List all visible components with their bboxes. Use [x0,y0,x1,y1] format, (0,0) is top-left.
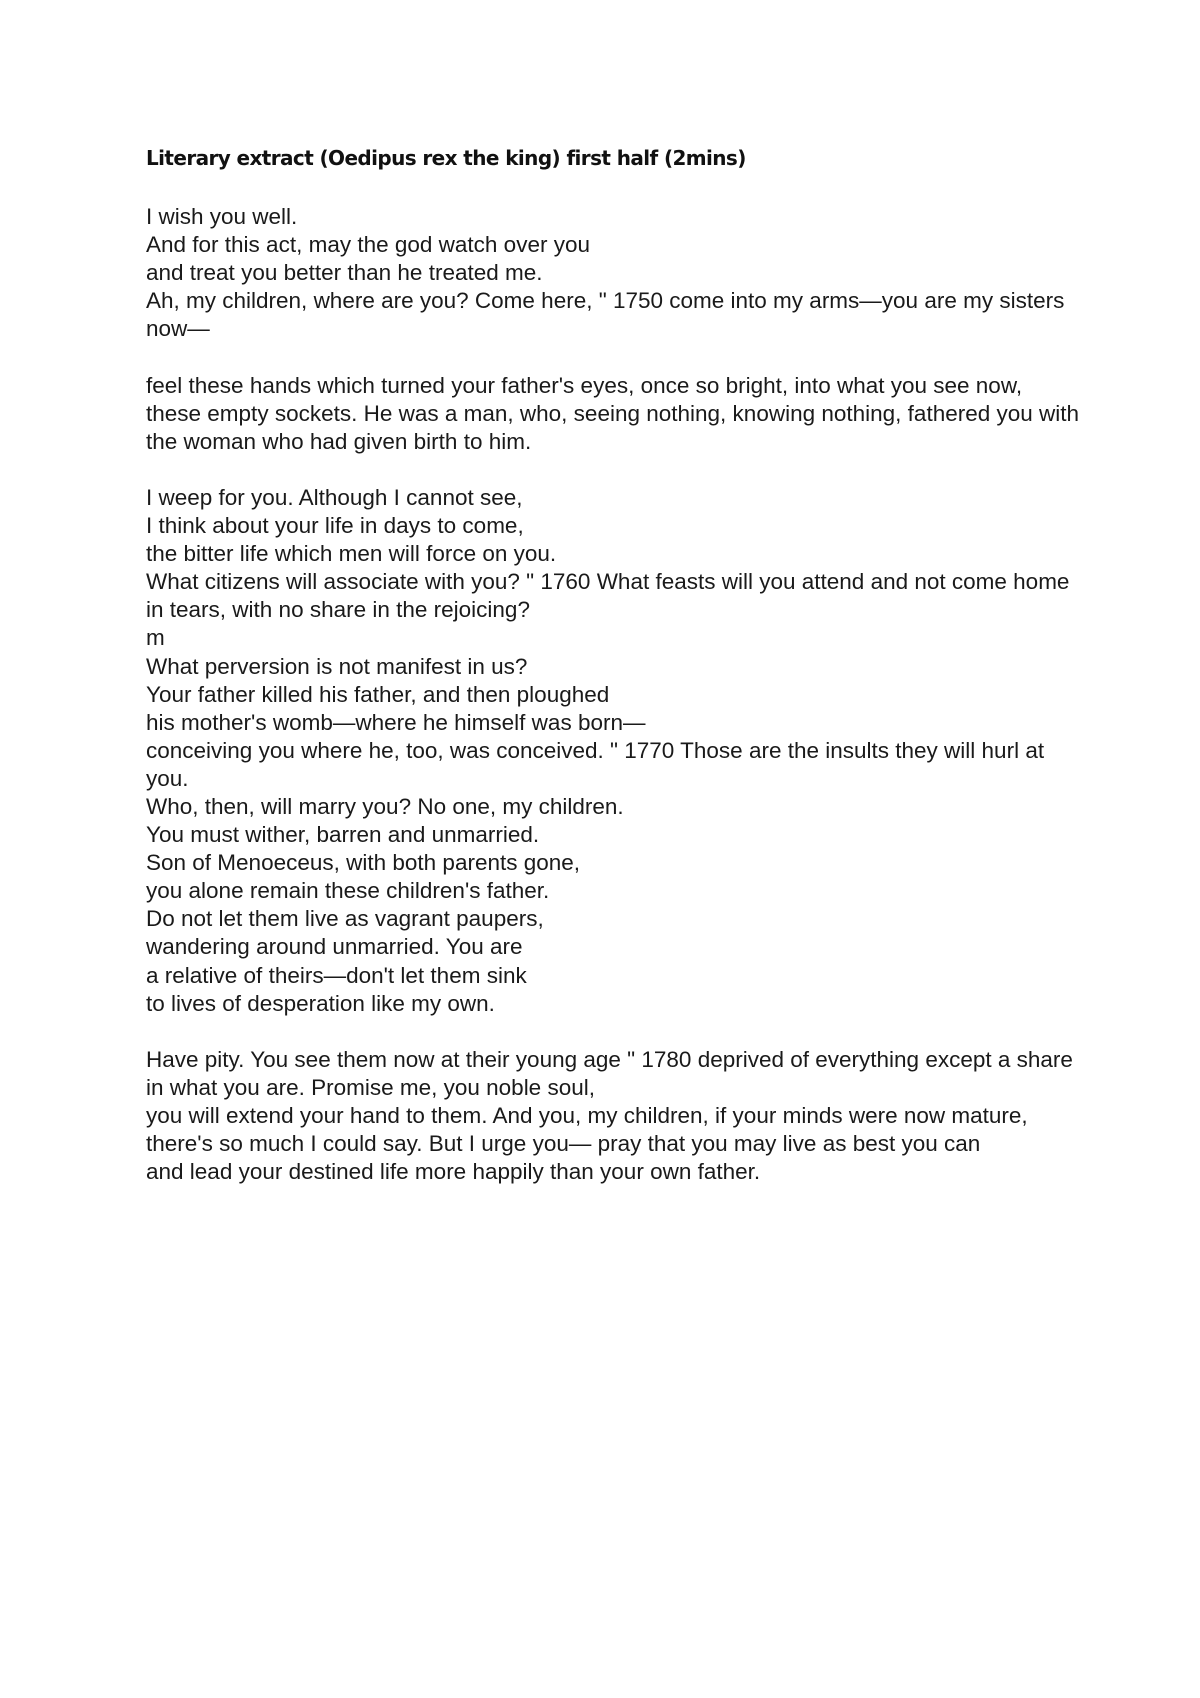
text-line: Your father killed his father, and then ploughed [146,681,610,707]
text-line: Who, then, will marry you? No one, my children. [146,793,624,819]
text-line: in tears, with no share in the rejoicing? [146,597,530,623]
stanza-3 [146,484,1086,1018]
text-line: What citizens will associate with you? " 1760 What feasts will you attend and not come home [146,569,1070,595]
stanza-1 [146,203,1086,343]
text-line: you alone remain these children's father. [146,878,550,904]
text-line: the bitter life which men will force on you. [146,541,557,567]
document-title: Literary extract (Oedipus rex the king) first half (2mins) [146,146,746,170]
text-line: What perversion is not manifest in us? [146,653,528,679]
text-line: in what you are. Promise me, you noble soul, [146,1074,595,1100]
text-line: a relative of theirs—don't let them sink [146,962,527,988]
text-line: conceiving you where he, too, was conceived. " 1770 Those are the insults they will hurl at you. [146,737,1045,791]
text-line: And for this act, may the god watch over you [146,232,590,258]
text-line: and lead your destined life more happily than your own father. [146,1159,761,1185]
text-line: wandering around unmarried. You are [146,934,523,960]
text-line: Have pity. You see them now at their young age " 1780 deprived of everything except a share [146,1046,1073,1072]
text-line: you will extend your hand to them. And you, my children, if your minds were now mature, there's so much I could say. But I urge you— pray that you may live as best you can [146,1103,1028,1157]
text-line: I weep for you. Although I cannot see, [146,484,523,510]
text-line: I wish you well. [146,204,298,229]
stanza-4 [146,1046,1086,1186]
text-line: feel these hands which turned your father's eyes, once so bright, into what you see now, [146,372,1023,398]
text-line: m [146,625,165,651]
text-line: his mother's womb—where he himself was born— [146,709,646,735]
text-line: I think about your life in days to come, [146,513,524,539]
text-line: Ah, my children, where are you? Come here, " 1750 come into my arms—you are my sisters now— [146,288,1065,342]
extract-body [146,203,1086,1186]
stanza-2 [146,372,1086,456]
text-line: You must wither, barren and unmarried. [146,822,540,848]
text-line: these empty sockets. He was a man, who, seeing nothing, knowing nothing, fathered you with the woman who had given birth to him. [146,400,1080,454]
text-line: Do not let them live as vagrant paupers, [146,906,544,932]
text-line: Son of Menoeceus, with both parents gone, [146,850,581,876]
text-line: and treat you better than he treated me. [146,260,543,286]
text-line: to lives of desperation like my own. [146,990,495,1016]
